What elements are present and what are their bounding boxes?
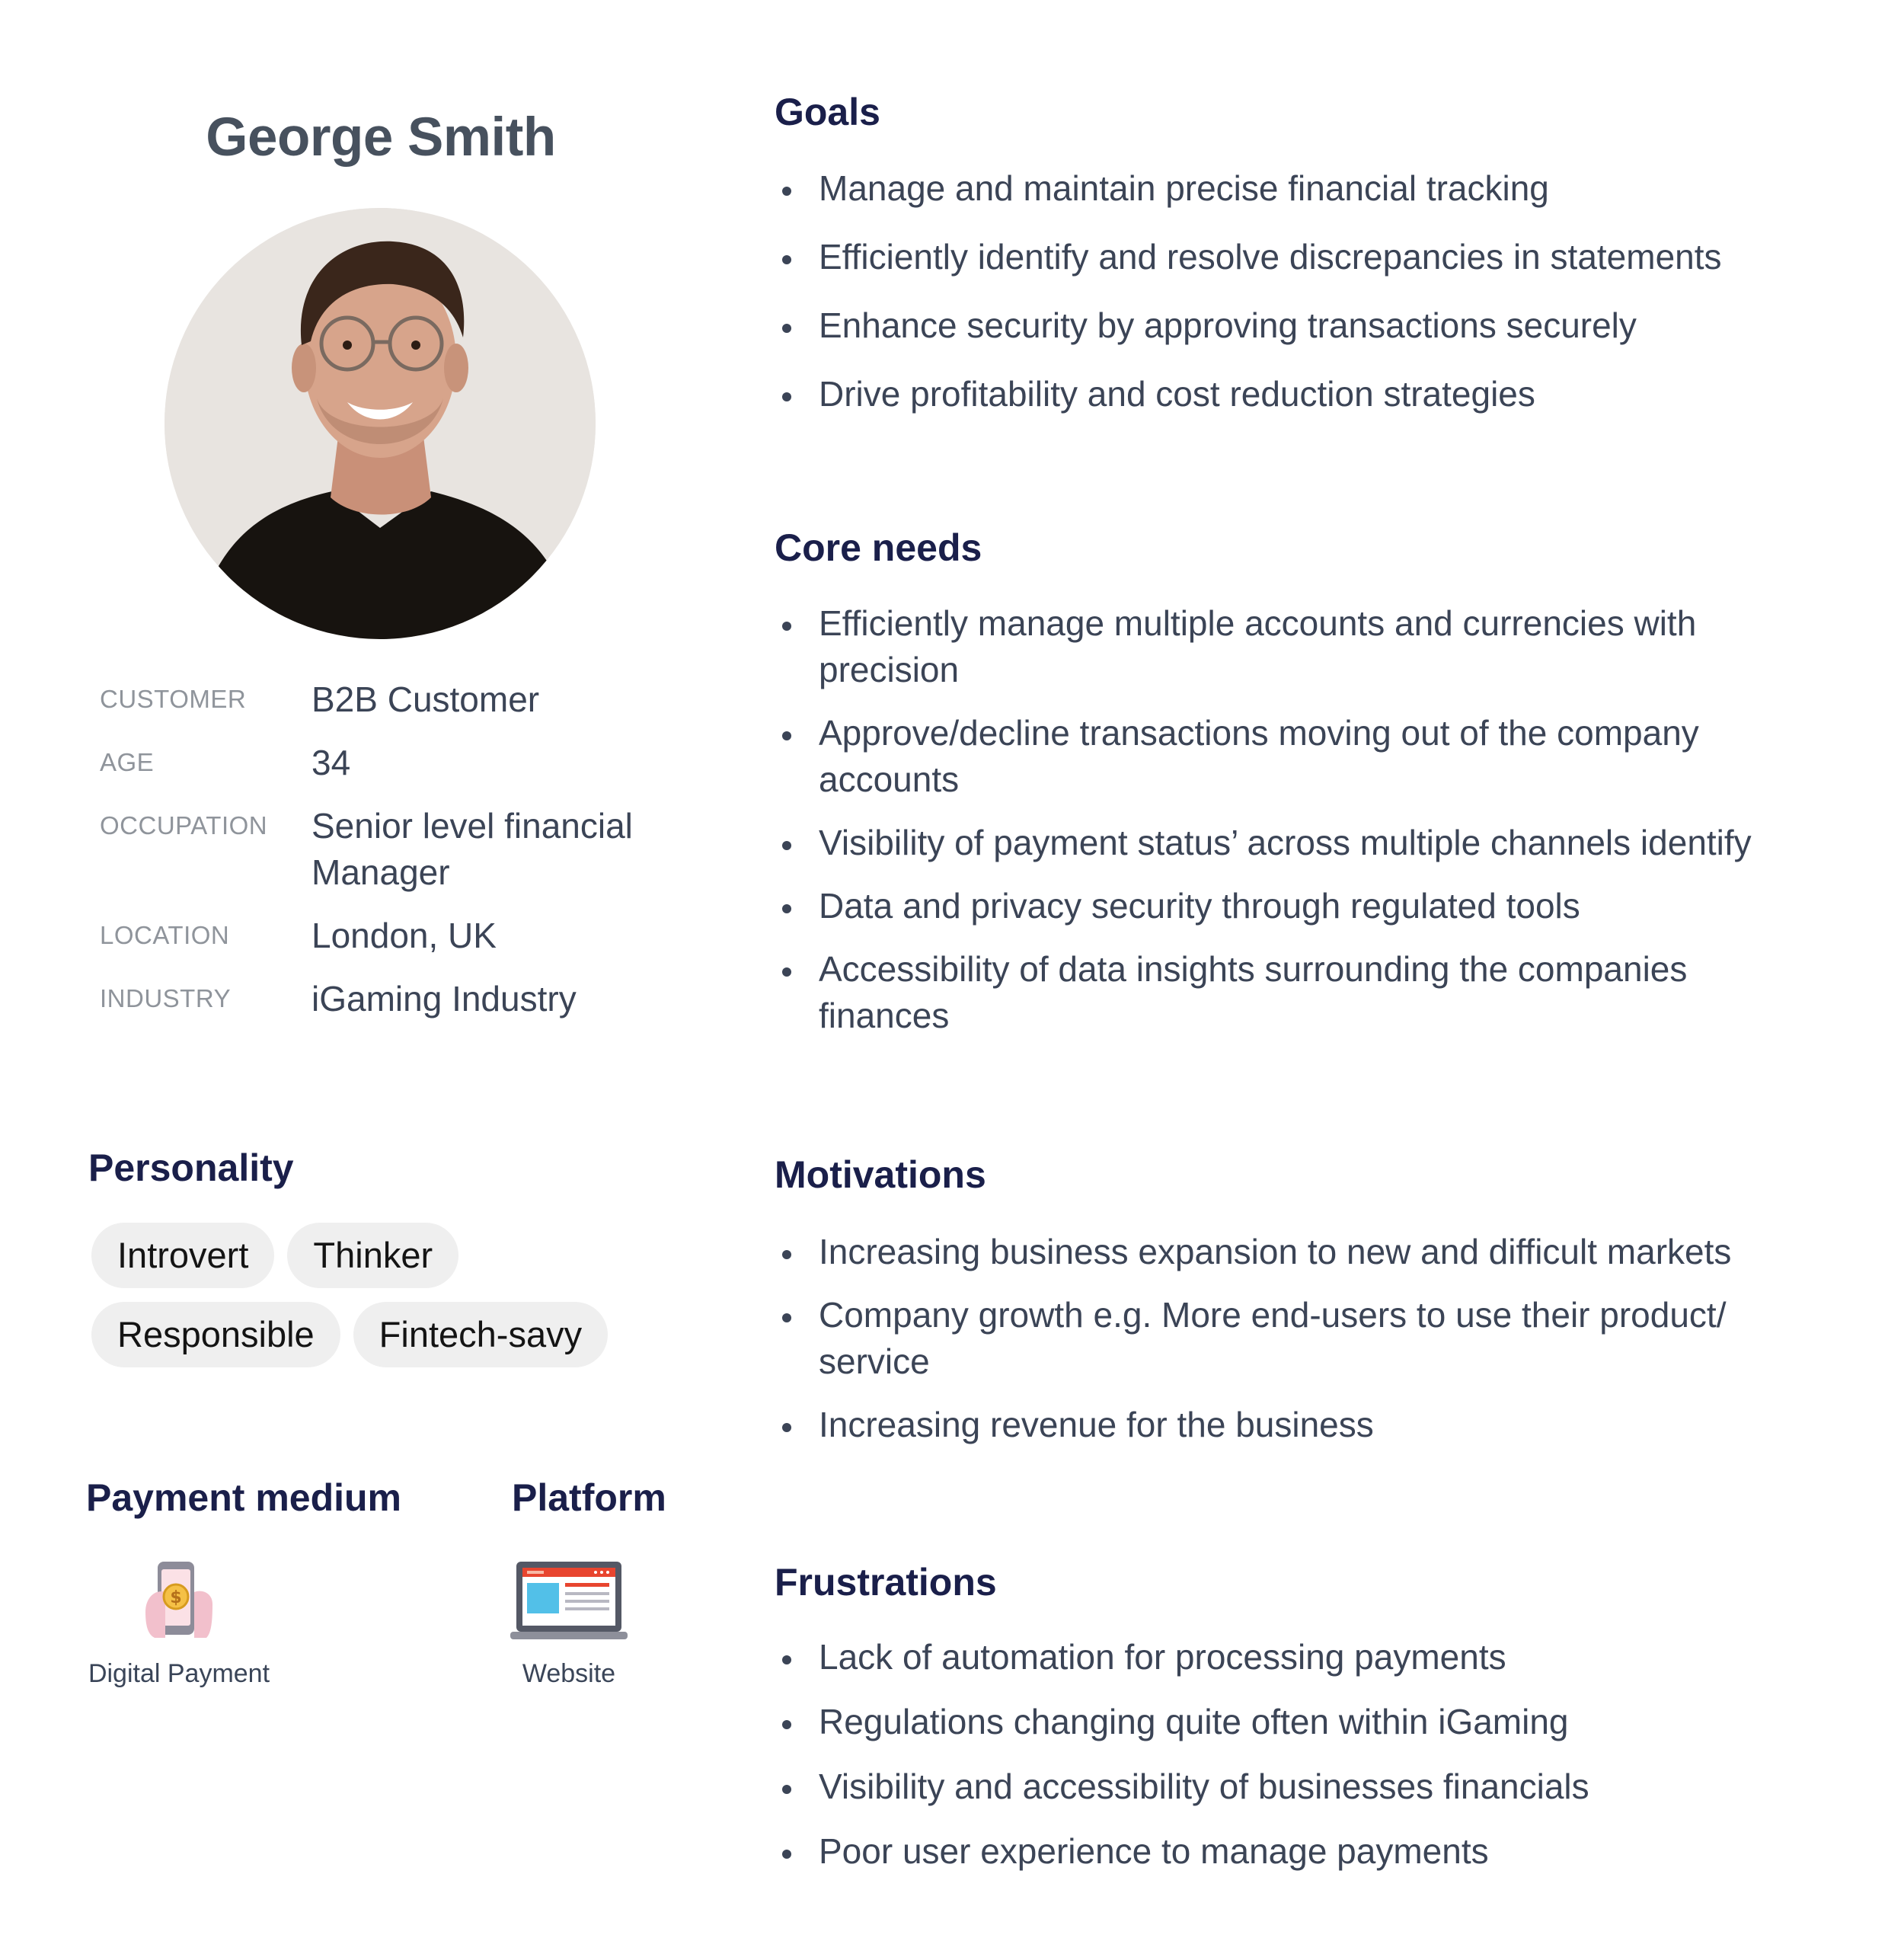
core-needs-title: Core needs	[775, 526, 982, 569]
info-value: Senior level financial Manager	[311, 806, 633, 892]
info-value: iGaming Industry	[311, 979, 577, 1018]
info-row-location	[100, 913, 694, 959]
list-item: Increasing revenue for the business	[775, 1402, 1856, 1448]
info-label: LOCATION	[100, 921, 230, 949]
core-needs-list	[775, 600, 1856, 1056]
motivations-list	[775, 1229, 1856, 1465]
frustrations-list	[775, 1634, 1856, 1893]
payment-medium-label: Digital Payment	[88, 1659, 270, 1688]
info-value: London, UK	[311, 916, 497, 955]
laptop-website-icon	[510, 1559, 628, 1642]
goals-list	[775, 165, 1856, 440]
list-item: Data and privacy security through regulated tools	[775, 883, 1856, 929]
frustrations-title: Frustrations	[775, 1561, 997, 1604]
trait-chip: Fintech-savy	[353, 1302, 608, 1367]
platform-title: Platform	[512, 1476, 666, 1519]
trait-chip: Responsible	[91, 1302, 340, 1367]
payment-medium-card	[85, 1559, 273, 1689]
list-item: Company growth e.g. More end-users to use their product/ service	[775, 1292, 1787, 1385]
svg-text:$: $	[170, 1588, 182, 1607]
list-item: Efficiently manage multiple accounts and currencies with precision	[775, 600, 1757, 693]
info-label: CUSTOMER	[100, 685, 247, 713]
goals-title: Goals	[775, 91, 880, 133]
personality-title: Personality	[88, 1146, 294, 1189]
info-row-customer	[100, 676, 694, 723]
info-value: 34	[311, 743, 351, 782]
platform-card	[487, 1559, 650, 1689]
persona-avatar	[165, 208, 596, 639]
list-item: Visibility and accessibility of businesses financials	[775, 1764, 1856, 1810]
list-item: Enhance security by approving transactions securely	[775, 302, 1856, 349]
persona-name: George Smith	[206, 107, 556, 168]
info-row-age	[100, 740, 694, 786]
list-item: Accessibility of data insights surrounding the companies finances	[775, 946, 1757, 1039]
list-item: Approve/decline transactions moving out of the company accounts	[775, 710, 1757, 803]
info-label: AGE	[100, 748, 155, 776]
trait-chip: Introvert	[91, 1223, 274, 1288]
info-label: INDUSTRY	[100, 984, 232, 1012]
list-item: Visibility of payment status’ across multiple channels identify	[775, 820, 1856, 866]
info-label: OCCUPATION	[100, 811, 268, 839]
list-item: Regulations changing quite often within iGaming	[775, 1699, 1856, 1745]
personality-traits	[91, 1223, 670, 1381]
list-item: Poor user experience to manage payments	[775, 1828, 1856, 1875]
payment-medium-title: Payment medium	[86, 1476, 402, 1519]
list-item: Efficiently identify and resolve discrepancies in statements	[775, 234, 1856, 280]
persona-info	[100, 676, 694, 1039]
list-item: Drive profitability and cost reduction strategies	[775, 371, 1856, 417]
info-row-industry	[100, 976, 694, 1022]
portrait-photo-icon	[165, 208, 596, 639]
info-value: B2B Customer	[311, 680, 540, 719]
motivations-title: Motivations	[775, 1153, 986, 1196]
list-item: Lack of automation for processing payments	[775, 1634, 1856, 1680]
list-item: Manage and maintain precise financial tracking	[775, 165, 1856, 212]
trait-chip: Thinker	[287, 1223, 458, 1288]
mobile-payment-icon	[141, 1559, 217, 1642]
info-row-occupation	[100, 803, 694, 896]
list-item: Increasing business expansion to new and difficult markets	[775, 1229, 1856, 1275]
platform-label: Website	[522, 1659, 616, 1688]
